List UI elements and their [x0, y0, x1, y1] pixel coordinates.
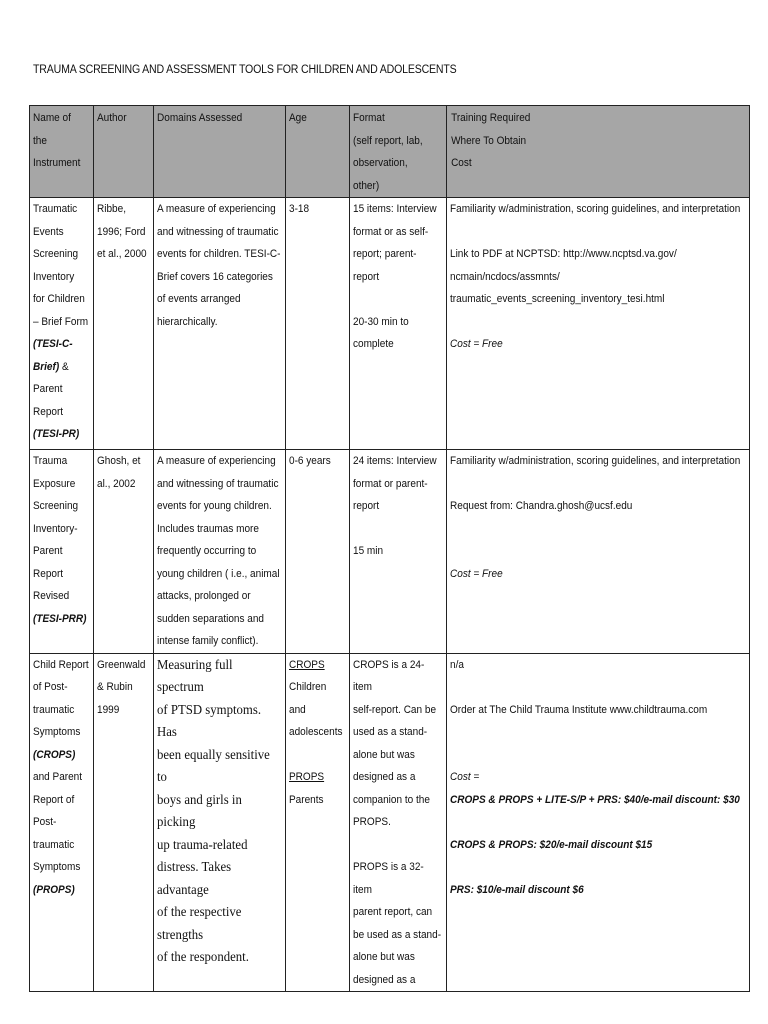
cost-line: CROPS & PROPS: $20/e-mail discount $15	[450, 838, 653, 851]
order-info: Order at The Child Trauma Institute www.childtrauma.com	[450, 703, 708, 716]
age-cell: CROPS Children and adolescents PROPS Parents	[286, 653, 350, 992]
instrument-name-cell: Traumatic Events Screening Inventory for Children – Brief Form (TESI-C- Brief) & Parent Report (TESI-PR)	[30, 198, 94, 450]
domains-cell: A measure of experiencing and witnessing of traumatic events for children. TESI-C- Brief covers 16 categories of events arranged hierarchically.	[154, 198, 286, 450]
domains-cell: A measure of experiencing and witnessing of traumatic events for young children. Includes traumas more frequently occurring to young children ( i.e., animal attacks, prolonged or sudden separations and intense family conflict).	[154, 450, 286, 654]
header-training: Training Required Where To Obtain Cost	[447, 106, 750, 198]
domains-cell: Measuring full spectrum of PTSD symptoms. Has been equally sensitive to boys and girls in picking up trauma-related distress. Takes advantage of the respective strengths of the respondent.	[154, 653, 286, 992]
header-format: Format (self report, lab, observation, other)	[350, 106, 447, 198]
pdf-link: Link to PDF at NCPTSD: http://www.ncptsd.va.gov/	[450, 248, 677, 260]
header-row	[30, 106, 750, 198]
format-cell: 24 items: Interview format or parent- report 15 min	[350, 450, 447, 654]
table-row	[30, 653, 750, 992]
format-cell: CROPS is a 24-item self-report. Can be used as a stand- alone but was designed as a companion to the PROPS. PROPS is a 32-item parent report, can be used as a stand- alone but was designed as a	[350, 653, 447, 992]
cost-line: CROPS & PROPS + LITE-S/P + PRS: $40/e-mail discount: $30	[450, 793, 740, 806]
request-contact: Request from: Chandra.ghosh@ucsf.edu	[450, 500, 633, 512]
table-row	[30, 450, 750, 654]
author-cell: Ribbe, 1996; Ford et al., 2000	[94, 198, 154, 450]
training-cell: Familiarity w/administration, scoring guidelines, and interpretation Request from: Chandra.ghosh@ucsf.edu Cost = Free	[447, 450, 750, 654]
header-name: Name of the Instrument	[30, 106, 94, 198]
document-title: TRAUMA SCREENING AND ASSESSMENT TOOLS FOR CHILDREN AND ADOLESCENTS	[33, 64, 457, 76]
author-cell: Ghosh, et al., 2002	[94, 450, 154, 654]
cost-text: Cost = Free	[450, 567, 503, 580]
author-cell: Greenwald & Rubin 1999	[94, 653, 154, 992]
header-author: Author	[94, 106, 154, 198]
instrument-name-cell: Trauma Exposure Screening Inventory- Parent Report Revised (TESI-PRR)	[30, 450, 94, 654]
age-cell: 0-6 years	[286, 450, 350, 654]
training-cell: Familiarity w/administration, scoring guidelines, and interpretation Link to PDF at NCPTSD: http://www.ncptsd.va.gov/ ncmain/ncdocs/assmnts/ traumatic_events_screening_inventory_tesi.html Cost = Free	[447, 198, 750, 450]
cost-label: Cost =	[450, 771, 480, 783]
format-cell: 15 items: Interview format or as self- report; parent- report 20-30 min to complete	[350, 198, 447, 450]
instruments-table	[29, 105, 750, 992]
instrument-name-cell: Child Report of Post- traumatic Symptoms (CROPS) and Parent Report of Post- traumatic Symptoms (PROPS)	[30, 653, 94, 992]
table-row	[30, 198, 750, 450]
cost-text: Cost = Free	[450, 338, 503, 350]
header-domains: Domains Assessed	[154, 106, 286, 198]
age-cell: 3-18	[286, 198, 350, 450]
header-age: Age	[286, 106, 350, 198]
cost-line: PRS: $10/e-mail discount $6	[450, 883, 584, 896]
training-cell: n/a Order at The Child Trauma Institute www.childtrauma.com Cost = CROPS & PROPS + LITE-S/P + PRS: $40/e-mail discount: $30 CROPS & PROPS: $20/e-mail discount $15 PRS: $10/e-mail discount $6	[447, 653, 750, 992]
